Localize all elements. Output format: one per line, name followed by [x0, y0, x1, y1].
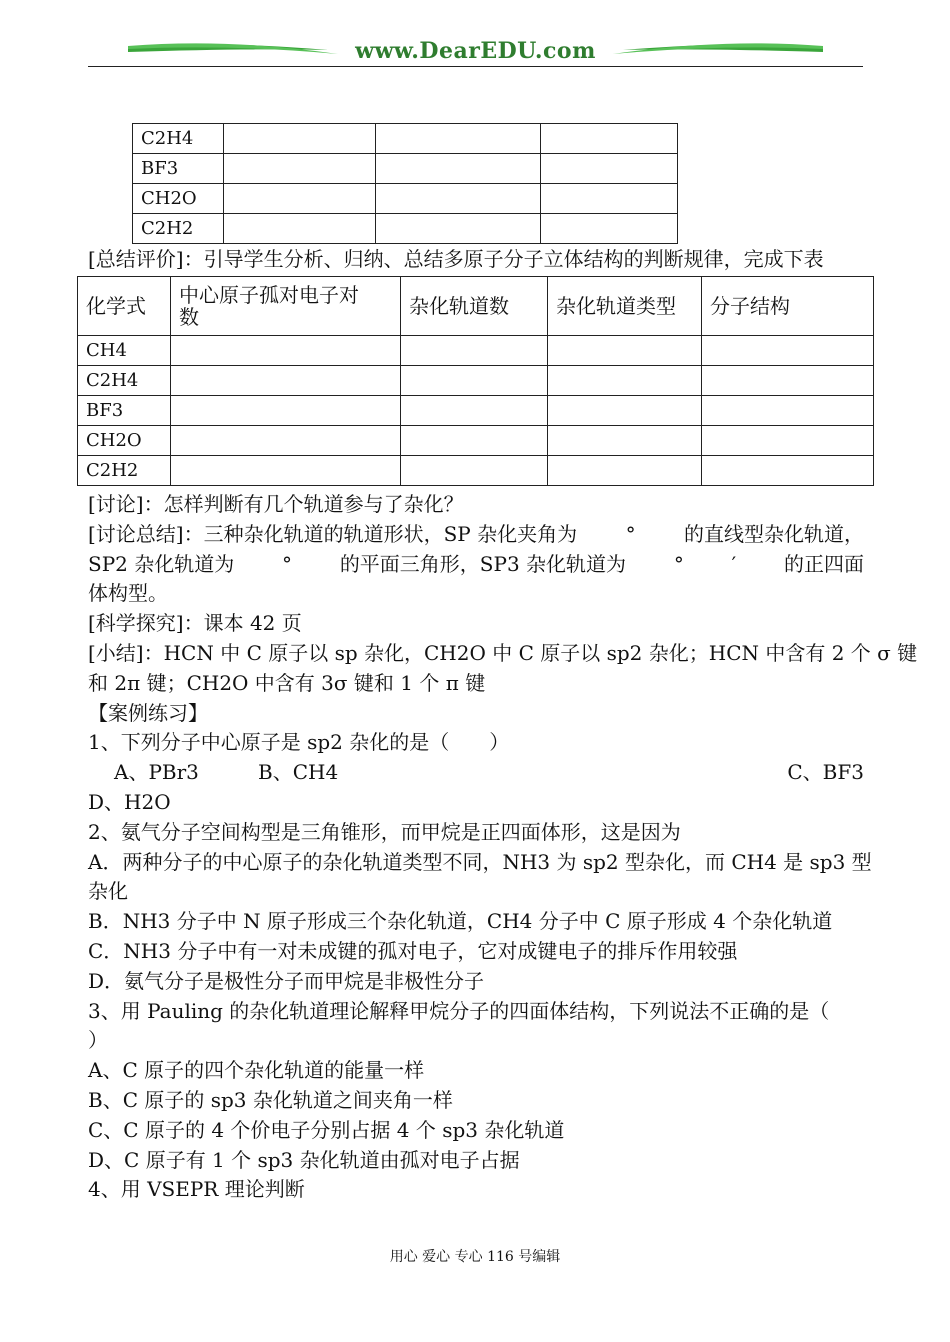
- table-row: [133, 184, 678, 214]
- question-4: 4、用 VSEPR 理论判断: [88, 1177, 305, 1202]
- option-a: A、PBr3: [114, 760, 199, 785]
- option-c: C、BF3: [787, 760, 864, 785]
- hybridization-table-partial: [132, 123, 678, 244]
- discussion-summary-line2: SP2 杂化轨道为 ° 的平面三角形，SP3 杂化轨道为 ° ′ 的正四面: [88, 551, 864, 576]
- table-header-row: [78, 277, 874, 336]
- question-1-options: [88, 758, 864, 788]
- document-body: [88, 490, 918, 1205]
- question-2-option-c: C．NH3 分子中有一对未成键的孤对电子，它对成键电子的排斥作用较强: [88, 938, 738, 963]
- table-row: [133, 154, 678, 184]
- question-3-option-b: B、C 原子的 sp3 杂化轨道之间夹角一样: [88, 1087, 453, 1112]
- option-b: B、CH4: [258, 760, 339, 785]
- practice-title: 【案例练习】: [88, 700, 208, 725]
- header-formula: 化学式: [78, 277, 171, 336]
- conclusion-line2: 和 2π 键；CH2O 中含有 3σ 键和 1 个 π 键: [88, 670, 486, 695]
- summary-table: [77, 276, 874, 486]
- question-3-option-c: C、C 原子的 4 个价电子分别占据 4 个 sp3 杂化轨道: [88, 1117, 565, 1142]
- page-footer: 用心 爱心 专心 116 号编辑: [389, 1249, 561, 1265]
- header-orbital-type: 杂化轨道类型: [548, 277, 702, 336]
- discussion-summary-line3: 体构型。: [88, 581, 168, 606]
- table-row: [133, 214, 678, 244]
- option-d: D、H2O: [88, 789, 171, 814]
- table-cell: C2H2: [133, 214, 224, 244]
- header-lone-pairs: 中心原子孤对电子对 数: [171, 277, 401, 336]
- summary-evaluation: [总结评价]：引导学生分析、归纳、总结多原子分子立体结构的判断规律，完成下表: [88, 247, 824, 271]
- table-row: CH4: [78, 336, 874, 366]
- discussion: [讨论]：怎样判断有几个轨道参与了杂化？: [88, 492, 464, 516]
- header-orbital-count: 杂化轨道数: [401, 277, 548, 336]
- table-cell: BF3: [133, 154, 224, 184]
- table-row: [133, 124, 678, 154]
- discussion-summary-line1: [讨论总结]：三种杂化轨道的轨道形状，SP 杂化夹角为 ° 的直线型杂化轨道，: [88, 521, 864, 546]
- question-2-option-d: D．氨气分子是极性分子而甲烷是非极性分子: [88, 968, 485, 993]
- question-3-line1: 3、用 Pauling 的杂化轨道理论解释甲烷分子的四面体结构，下列说法不正确的是（: [88, 998, 830, 1023]
- header-site-name: www.DearEDU.com: [355, 38, 596, 64]
- header-molecular-structure: 分子结构: [702, 277, 874, 336]
- science-exploration: [科学探究]：课本 42 页: [88, 611, 302, 636]
- table-row: CH2O: [78, 426, 874, 456]
- question-3-option-a: A、C 原子的四个杂化轨道的能量一样: [88, 1058, 425, 1083]
- table-cell: CH2O: [133, 184, 224, 214]
- question-2-option-b: B．NH3 分子中 N 原子形成三个杂化轨道，CH4 分子中 C 原子形成 4 个杂化轨道: [88, 909, 833, 934]
- table-row: C2H2: [78, 456, 874, 486]
- table-row: C2H4: [78, 366, 874, 396]
- question-2: 2、氨气分子空间构型是三角锥形，而甲烷是正四面体形，这是因为: [88, 819, 681, 844]
- table-row: BF3: [78, 396, 874, 426]
- question-2-option-a-line2: 杂化: [88, 879, 128, 904]
- conclusion-line1: [小结]：HCN 中 C 原子以 sp 杂化，CH2O 中 C 原子以 sp2 杂化；HCN 中含有 2 个 σ 键: [88, 640, 918, 665]
- question-2-option-a-line1: A．两种分子的中心原子的杂化轨道类型不同，NH3 为 sp2 型杂化，而 CH4 是 sp3 型: [88, 849, 872, 874]
- page-header: [88, 36, 863, 70]
- table-cell: C2H4: [133, 124, 224, 154]
- question-3-option-d: D、C 原子有 1 个 sp3 杂化轨道由孤对电子占据: [88, 1147, 520, 1172]
- header-divider: [88, 66, 863, 67]
- question-3-line2: ）: [88, 1028, 108, 1053]
- question-1: 1、下列分子中心原子是 sp2 杂化的是（ ）: [88, 730, 510, 755]
